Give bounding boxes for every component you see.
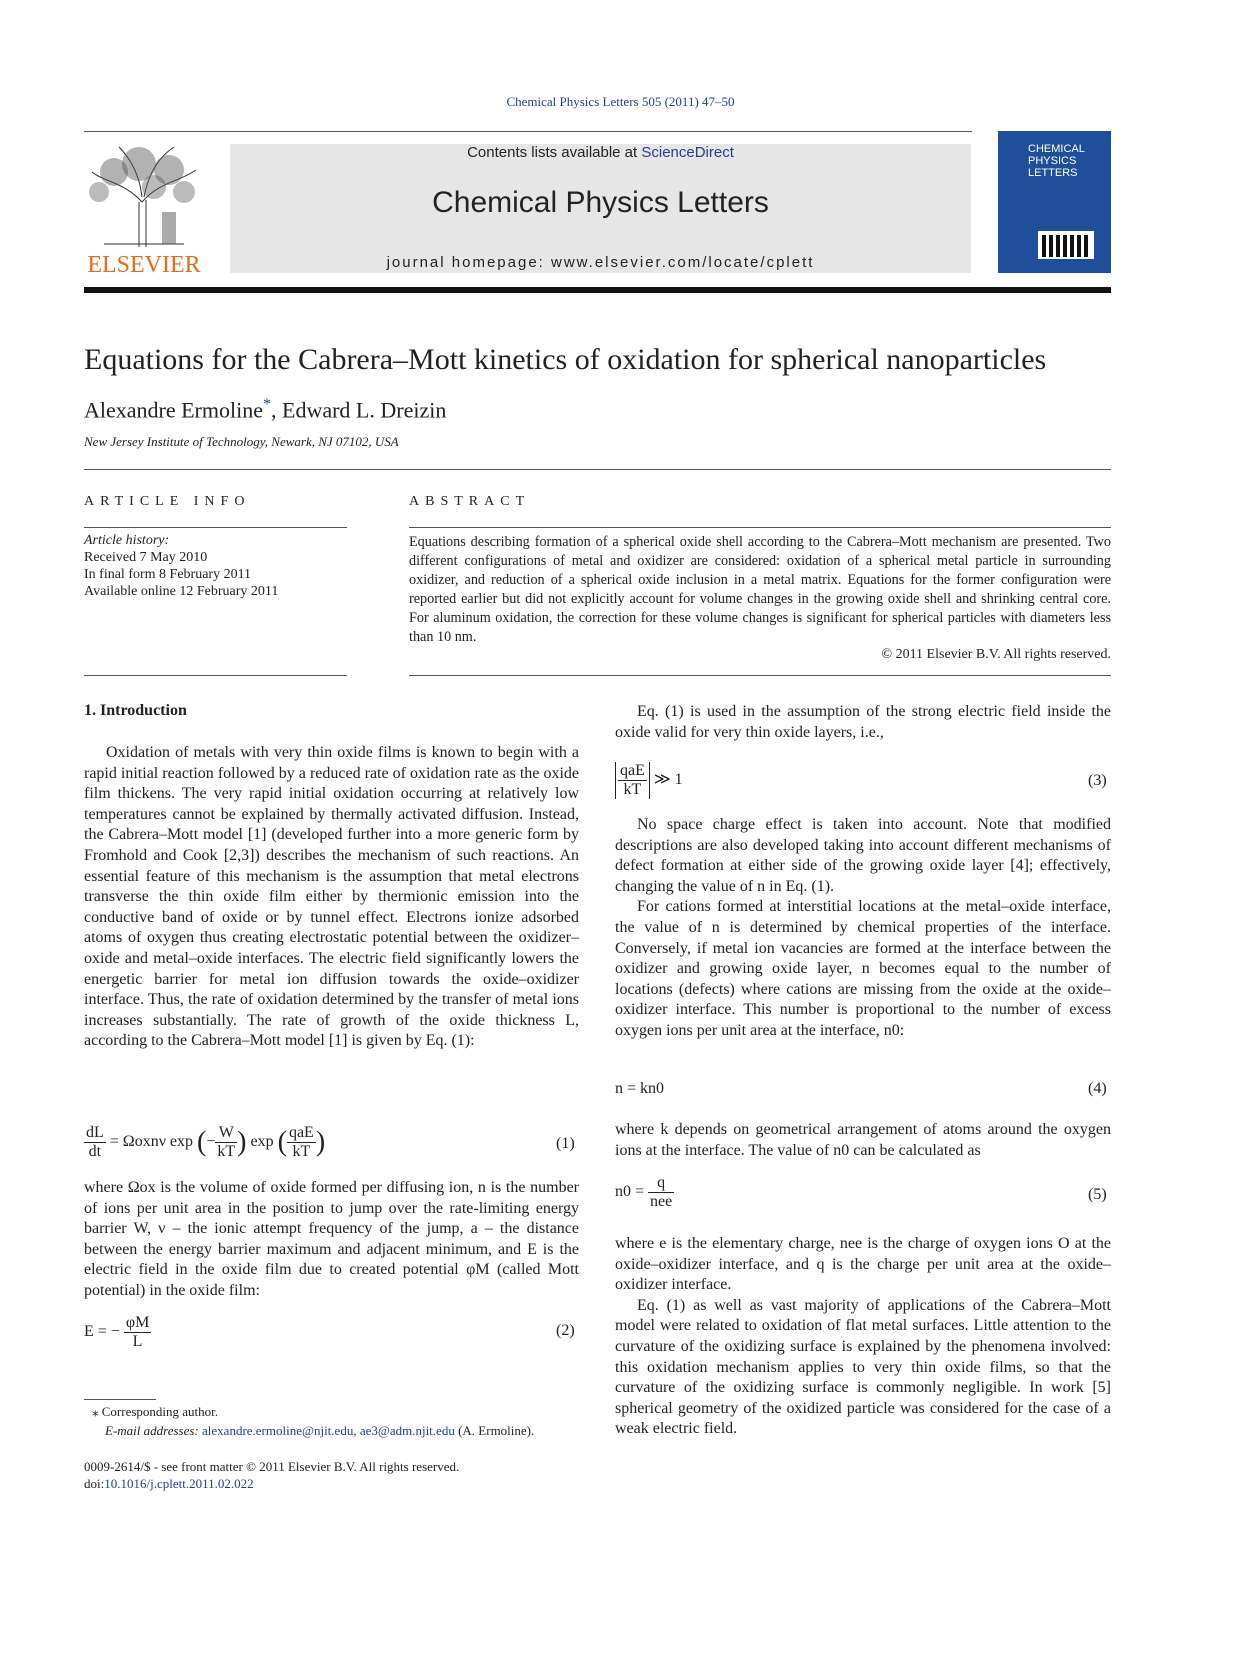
equation-3-number[interactable]: (3): [1088, 772, 1107, 789]
doi-link[interactable]: 10.1016/j.cplett.2011.02.022: [104, 1476, 254, 1491]
header-bottom-rule: [84, 287, 1111, 293]
journal-citation[interactable]: Chemical Physics Letters 505 (2011) 47–50: [506, 94, 735, 109]
intro-paragraph-1: Oxidation of metals with very thin oxide films is known to begin with a rapid initial reaction followed by a reduced rate of oxidation rate as the oxide film thickens. The very rapid initial oxidation occurring at relatively low temperatures cannot be explained by thermally activated diffusion. Instead, the Cabrera–Mott model [1] (developed further into a more generic form by Fromhold and Cook [2,3]) describes the mechanism of such reactions. An essential feature of this mechanism is the assumption that metal electrons transverse the thin oxide film either by thermionic emission into the conductive band of oxide or by tunnel effect. Electrons ionize adsorbed atoms of oxygen thus creating electrostatic potential between the oxidizer–oxide and metal–oxide interfaces. The electric field significantly lowers the energetic barrier for metal ion diffusion towards the oxide–oxidizer interface. Thus, the rate of oxidation determined by the transfer of metal ions increases substantially. The rate of growth of the oxide thickness L, according to the Cabrera–Mott model [1] is given by Eq. (1):: [84, 744, 579, 1050]
author-dreizin[interactable]: , Edward L. Dreizin: [271, 397, 447, 423]
history-label: Article history:: [84, 533, 170, 548]
right-paragraph-2: No space charge effect is taken into account. Note that modified descriptions are also developed taking into account different mechanisms of defect formation at either side of the growing oxide layer [4]; effectively, changing the value of n in Eq. (1). For cations formed at interstitial locations at the metal–oxide interface, the value of n is determined by chemical properties of the interface. Conversely, if metal ion vacancies are formed at the interface between the oxidizer and growing oxide layer, n becomes equal to the number of locations (defects) where cations are missing from the oxide at the oxide–oxidizer interface. This number is proportional to the number of excess oxygen ions per unit area at the interface, n0:: [615, 816, 1111, 1039]
footnote-rule: [84, 1399, 156, 1400]
affiliation: New Jersey Institute of Technology, Newark, NJ 07102, USA: [84, 434, 399, 449]
online-date: Available online 12 February 2011: [84, 584, 279, 599]
author-ermoline[interactable]: Alexandre Ermoline: [84, 397, 263, 423]
corresponding-author-note: ⁎ Corresponding author.: [92, 1404, 219, 1419]
info-rule-bottom: [84, 675, 347, 676]
journal-homepage[interactable]: journal homepage: www.elsevier.com/locate/cplett: [386, 254, 815, 271]
intro-paragraph-2: where Ωox is the volume of oxide formed per diffusing ion, n is the number of ions per unit area in the position to jump over the rate-limiting energy barrier W, ν – the ionic attempt frequency of the jump, a – the distance between the energy barrier maximum and adjacent minimum, and E is the electric field in the oxide film due to created potential φM (called Mott potential) in the oxide film:: [84, 1179, 579, 1299]
affiliation-rule: [84, 469, 1111, 470]
journal-name: Chemical Physics Letters: [432, 186, 769, 219]
article-info-heading: ARTICLE INFO: [84, 494, 251, 509]
corresponding-author-marker[interactable]: *: [263, 396, 271, 413]
journal-cover-image: [998, 131, 1111, 273]
equation-2-number[interactable]: (2): [556, 1322, 575, 1339]
article-history: [84, 532, 278, 600]
equation-1-number[interactable]: (1): [556, 1135, 575, 1152]
author-list: [84, 396, 446, 423]
final-form-date: In final form 8 February 2011: [84, 567, 252, 582]
equation-5-number[interactable]: (5): [1088, 1186, 1107, 1203]
abstract-rule-top: [409, 527, 1111, 528]
received-date: Received 7 May 2010: [84, 550, 208, 565]
equation-4: n = kn0: [615, 1080, 665, 1097]
abstract-copyright: © 2011 Elsevier B.V. All rights reserved.: [881, 647, 1111, 662]
equation-3: $\frac{\text{qaE}}{kT}$ ≫ 1: [615, 762, 683, 799]
abstract-text: Equations describing formation of a spherical oxide shell according to the Cabrera–Mott mechanism are presented. Two different configurations of metal and oxidizer are considered: oxidation of a spherical metal particle in surrounding oxidizer, and reduction of a spherical oxide inclusion in a metal matrix. Equations for the former configuration were reported earlier but did not explicitly account for volume changes in the growing oxide shell and shrinking central core. For aluminum oxidation, the correction for these volume changes is significant for spherical particles with diameters less than 10 nm.: [409, 534, 1111, 645]
cover-title: CHEMICAL PHYSICS LETTERS: [1028, 143, 1085, 179]
equation-4-number[interactable]: (4): [1088, 1080, 1107, 1097]
elsevier-wordmark: ELSEVIER: [87, 252, 201, 278]
equation-1: $\frac{dL}{dt}$ = Ωoxnν exp (− $\frac{W}{kT}$ ) exp ( $\frac{\text{qaE}}{kT}$ ): [86, 1124, 326, 1160]
doi-note: doi:10.1016/j.cplett.2011.02.022: [84, 1476, 254, 1491]
contents-line: Contents lists available at ScienceDirect: [467, 144, 734, 161]
right-paragraph-4: where e is the elementary charge, nee is the charge of oxygen ions O at the oxide–oxidizer interface, and q is the charge per unit area at the oxide–oxidizer interface. Eq. (1) as well as vast majority of applications of the Cabrera–Mott model were related to oxidation of flat metal surfaces. Little attention to the curvature of the oxidizing surface is explained by the phenomena involved: this oxidation mechanism applies to very thin oxide films, so that the curvature of the oxidizing surface is commonly negligible. In work [5] spherical geometry of the oxidized particle was considered for the case of a weak electric field.: [615, 1235, 1111, 1438]
right-paragraph-1: Eq. (1) is used in the assumption of the strong electric field inside the oxide valid for very thin oxide layers, i.e.,: [615, 703, 1111, 741]
author-emails[interactable]: alexandre.ermoline@njit.edu, ae3@adm.njit.edu: [202, 1423, 455, 1438]
right-paragraph-3: where k depends on geometrical arrangement of atoms around the oxygen ions at the interface. The value of n0 can be calculated as: [615, 1121, 1111, 1159]
issn-note: 0009-2614/$ - see front matter © 2011 Elsevier B.V. All rights reserved.: [84, 1459, 460, 1474]
info-rule-top: [84, 527, 347, 528]
abstract-heading: ABSTRACT: [409, 494, 531, 509]
equation-2: E = − $\frac{\varphi M}{L}$: [84, 1314, 150, 1350]
header-rule: [84, 131, 972, 132]
sciencedirect-link[interactable]: ScienceDirect: [641, 144, 734, 161]
email-note: E-mail addresses: alexandre.ermoline@njit.edu, ae3@adm.njit.edu (A. Ermoline).: [105, 1423, 535, 1438]
equation-5: n0 = $\frac{q}{\text{nee}}$: [615, 1174, 673, 1210]
abstract-rule-bottom: [409, 675, 1111, 676]
section-heading-introduction: 1. Introduction: [84, 702, 187, 719]
journal-header-box: [230, 144, 971, 273]
cover-graphic: [1038, 231, 1094, 259]
article-title: Equations for the Cabrera–Mott kinetics of oxidation for spherical nanoparticles: [84, 343, 1047, 376]
